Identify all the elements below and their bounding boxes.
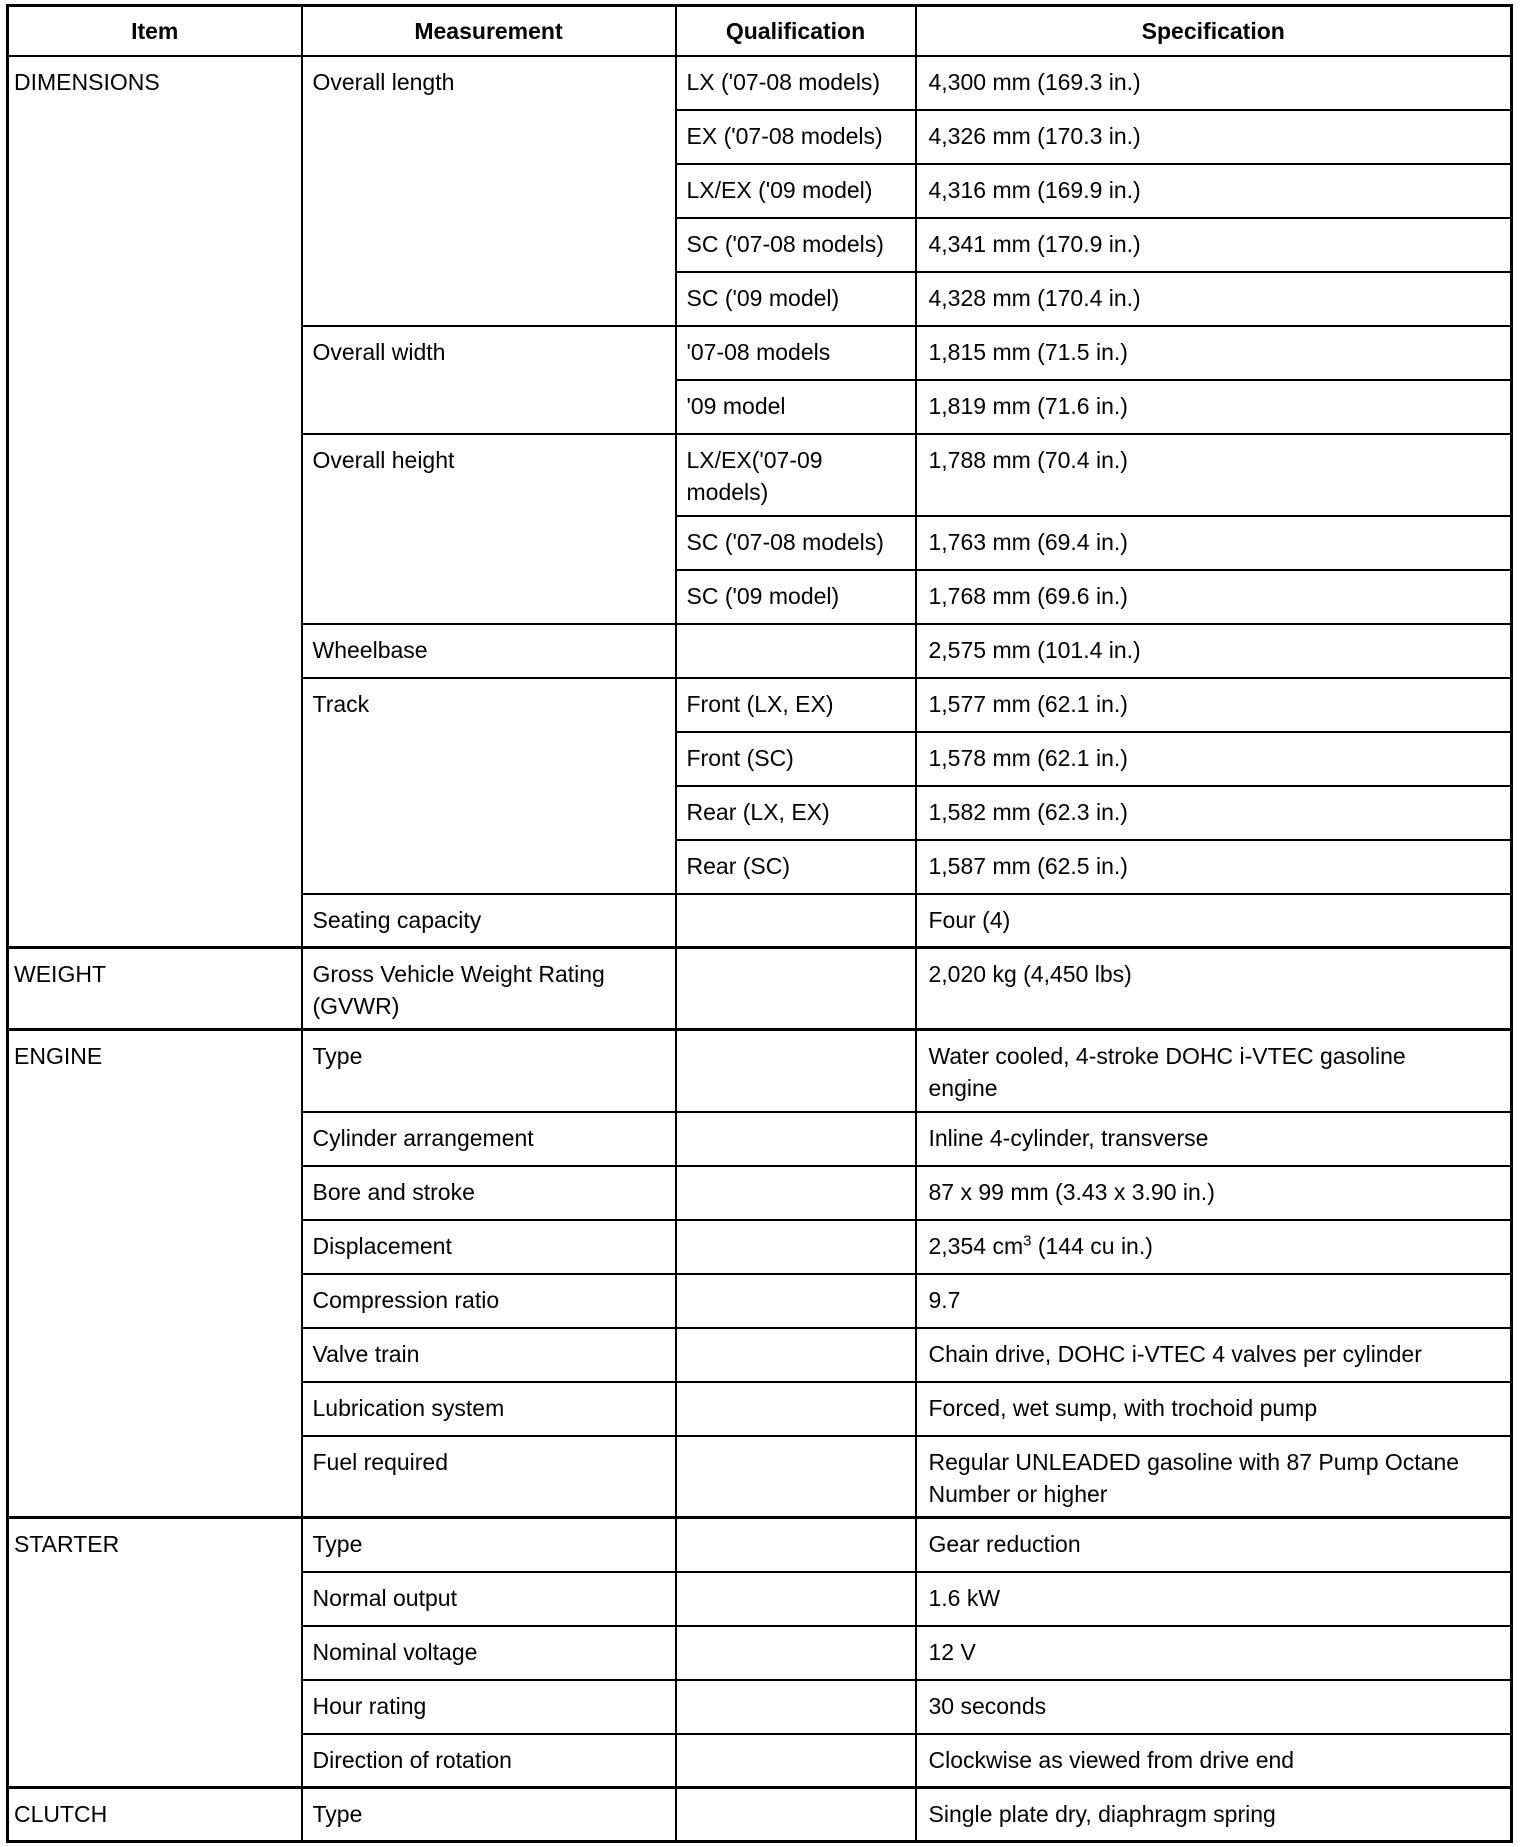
specification-cell: Chain drive, DOHC i-VTEC 4 valves per cylinder [916,1328,1512,1382]
specification-cell: 2,575 mm (101.4 in.) [916,624,1512,678]
qualification-cell [676,1382,916,1436]
displacement-value-base: 2,354 cm [928,1232,1024,1259]
measurement-line: Gross Vehicle Weight Rating [312,961,605,987]
specification-cell [916,1220,1512,1274]
specification-cell: 1,815 mm (71.5 in.) [916,326,1512,380]
specification-cell: 4,300 mm (169.3 in.) [916,56,1512,110]
qualification-cell [676,1166,916,1220]
item-cell-starter: STARTER [8,1518,302,1788]
specification-cell: 1,763 mm (69.4 in.) [916,516,1512,570]
specification-cell [916,1436,1512,1518]
item-cell-clutch: CLUTCH [8,1788,302,1842]
specification-cell: 4,316 mm (169.9 in.) [916,164,1512,218]
qualification-cell [676,434,916,516]
displacement-value-rest: (144 cu in.) [1031,1232,1153,1259]
measurement-cell: Valve train [302,1328,676,1382]
measurement-cell [302,948,676,1030]
specification-cell: 1,577 mm (62.1 in.) [916,678,1512,732]
displacement-superscript: 3 [1023,1231,1032,1249]
qualification-cell: SC ('09 model) [676,570,916,624]
specification-line: Water cooled, 4-stroke DOHC i-VTEC gasoline [928,1043,1406,1069]
item-cell-weight: WEIGHT [8,948,302,1030]
qualification-cell: SC ('07-08 models) [676,516,916,570]
specification-cell: Gear reduction [916,1518,1512,1572]
specification-line: engine [928,1075,998,1101]
specification-cell: 1,788 mm (70.4 in.) [916,434,1512,516]
qualification-cell [676,1112,916,1166]
measurement-cell: Nominal voltage [302,1626,676,1680]
measurement-cell: Seating capacity [302,894,676,948]
measurement-cell: Type [302,1518,676,1572]
specification-cell: 1,819 mm (71.6 in.) [916,380,1512,434]
measurement-cell: Track [302,678,676,894]
qualification-cell: Rear (LX, EX) [676,786,916,840]
qualification-cell [676,1518,916,1572]
specification-cell: 4,326 mm (170.3 in.) [916,110,1512,164]
header-row [8,6,1512,56]
table-row [8,56,1512,110]
specification-line: Regular UNLEADED gasoline with 87 Pump Octane [928,1448,1460,1475]
qualification-cell: '09 model [676,380,916,434]
col-header-measurement: Measurement [302,6,676,56]
qualification-cell [676,1626,916,1680]
qualification-cell: SC ('09 model) [676,272,916,326]
qualification-cell: EX ('07-08 models) [676,110,916,164]
table-row [8,1518,1512,1572]
specification-cell: 12 V [916,1626,1512,1680]
specification-cell: 9.7 [916,1274,1512,1328]
qualification-cell: LX/EX ('09 model) [676,164,916,218]
specification-cell: 87 x 99 mm (3.43 x 3.90 in.) [916,1166,1512,1220]
specification-cell: 1,768 mm (69.6 in.) [916,570,1512,624]
qualification-cell [676,1436,916,1518]
qualification-cell [676,894,916,948]
specification-cell: 1,582 mm (62.3 in.) [916,786,1512,840]
specification-cell: Forced, wet sump, with trochoid pump [916,1382,1512,1436]
specification-line: Number or higher [928,1480,1108,1507]
col-header-specification: Specification [916,6,1512,56]
qualification-cell [676,1788,916,1842]
qualification-cell [676,624,916,678]
measurement-cell: Bore and stroke [302,1166,676,1220]
measurement-cell: Direction of rotation [302,1734,676,1788]
specification-cell: 4,328 mm (170.4 in.) [916,272,1512,326]
qualification-cell [676,1734,916,1788]
specification-cell: Single plate dry, diaphragm spring [916,1788,1512,1842]
item-cell-dimensions: DIMENSIONS [8,56,302,948]
qualification-cell: Rear (SC) [676,840,916,894]
col-header-qualification: Qualification [676,6,916,56]
measurement-cell: Normal output [302,1572,676,1626]
specification-cell [916,1030,1512,1112]
measurement-cell: Compression ratio [302,1274,676,1328]
qualification-cell: Front (SC) [676,732,916,786]
col-header-item: Item [8,6,302,56]
measurement-cell: Wheelbase [302,624,676,678]
specification-cell: Four (4) [916,894,1512,948]
specification-cell: Clockwise as viewed from drive end [916,1734,1512,1788]
measurement-cell: Overall length [302,56,676,326]
table-row [8,1788,1512,1842]
qualification-cell: SC ('07-08 models) [676,218,916,272]
qualification-cell [676,1328,916,1382]
qualification-cell [676,1220,916,1274]
measurement-cell: Fuel required [302,1436,676,1518]
qualification-line: models) [686,478,769,505]
measurement-cell: Type [302,1788,676,1842]
table-row [8,1030,1512,1112]
measurement-cell: Overall height [302,434,676,624]
specification-cell: 30 seconds [916,1680,1512,1734]
qualification-cell [676,1572,916,1626]
measurement-cell: Lubrication system [302,1382,676,1436]
specification-cell: 1,587 mm (62.5 in.) [916,840,1512,894]
specification-cell: 2,020 kg (4,450 lbs) [916,948,1512,1030]
measurement-cell: Displacement [302,1220,676,1274]
item-cell-engine: ENGINE [8,1030,302,1518]
qualification-cell: LX ('07-08 models) [676,56,916,110]
measurement-cell: Overall width [302,326,676,434]
qualification-line: LX/EX('07-09 [686,446,823,473]
specification-cell: 4,341 mm (170.9 in.) [916,218,1512,272]
qualification-cell [676,1030,916,1112]
qualification-cell: '07-08 models [676,326,916,380]
qualification-cell [676,948,916,1030]
specification-cell: Inline 4-cylinder, transverse [916,1112,1512,1166]
measurement-cell: Cylinder arrangement [302,1112,676,1166]
qualification-cell [676,1680,916,1734]
measurement-cell: Type [302,1030,676,1112]
specifications-table [6,4,1513,1843]
qualification-cell [676,1274,916,1328]
table-row [8,948,1512,1030]
measurement-cell: Hour rating [302,1680,676,1734]
specification-cell: 1,578 mm (62.1 in.) [916,732,1512,786]
measurement-line: (GVWR) [312,993,400,1019]
qualification-cell: Front (LX, EX) [676,678,916,732]
specification-cell: 1.6 kW [916,1572,1512,1626]
